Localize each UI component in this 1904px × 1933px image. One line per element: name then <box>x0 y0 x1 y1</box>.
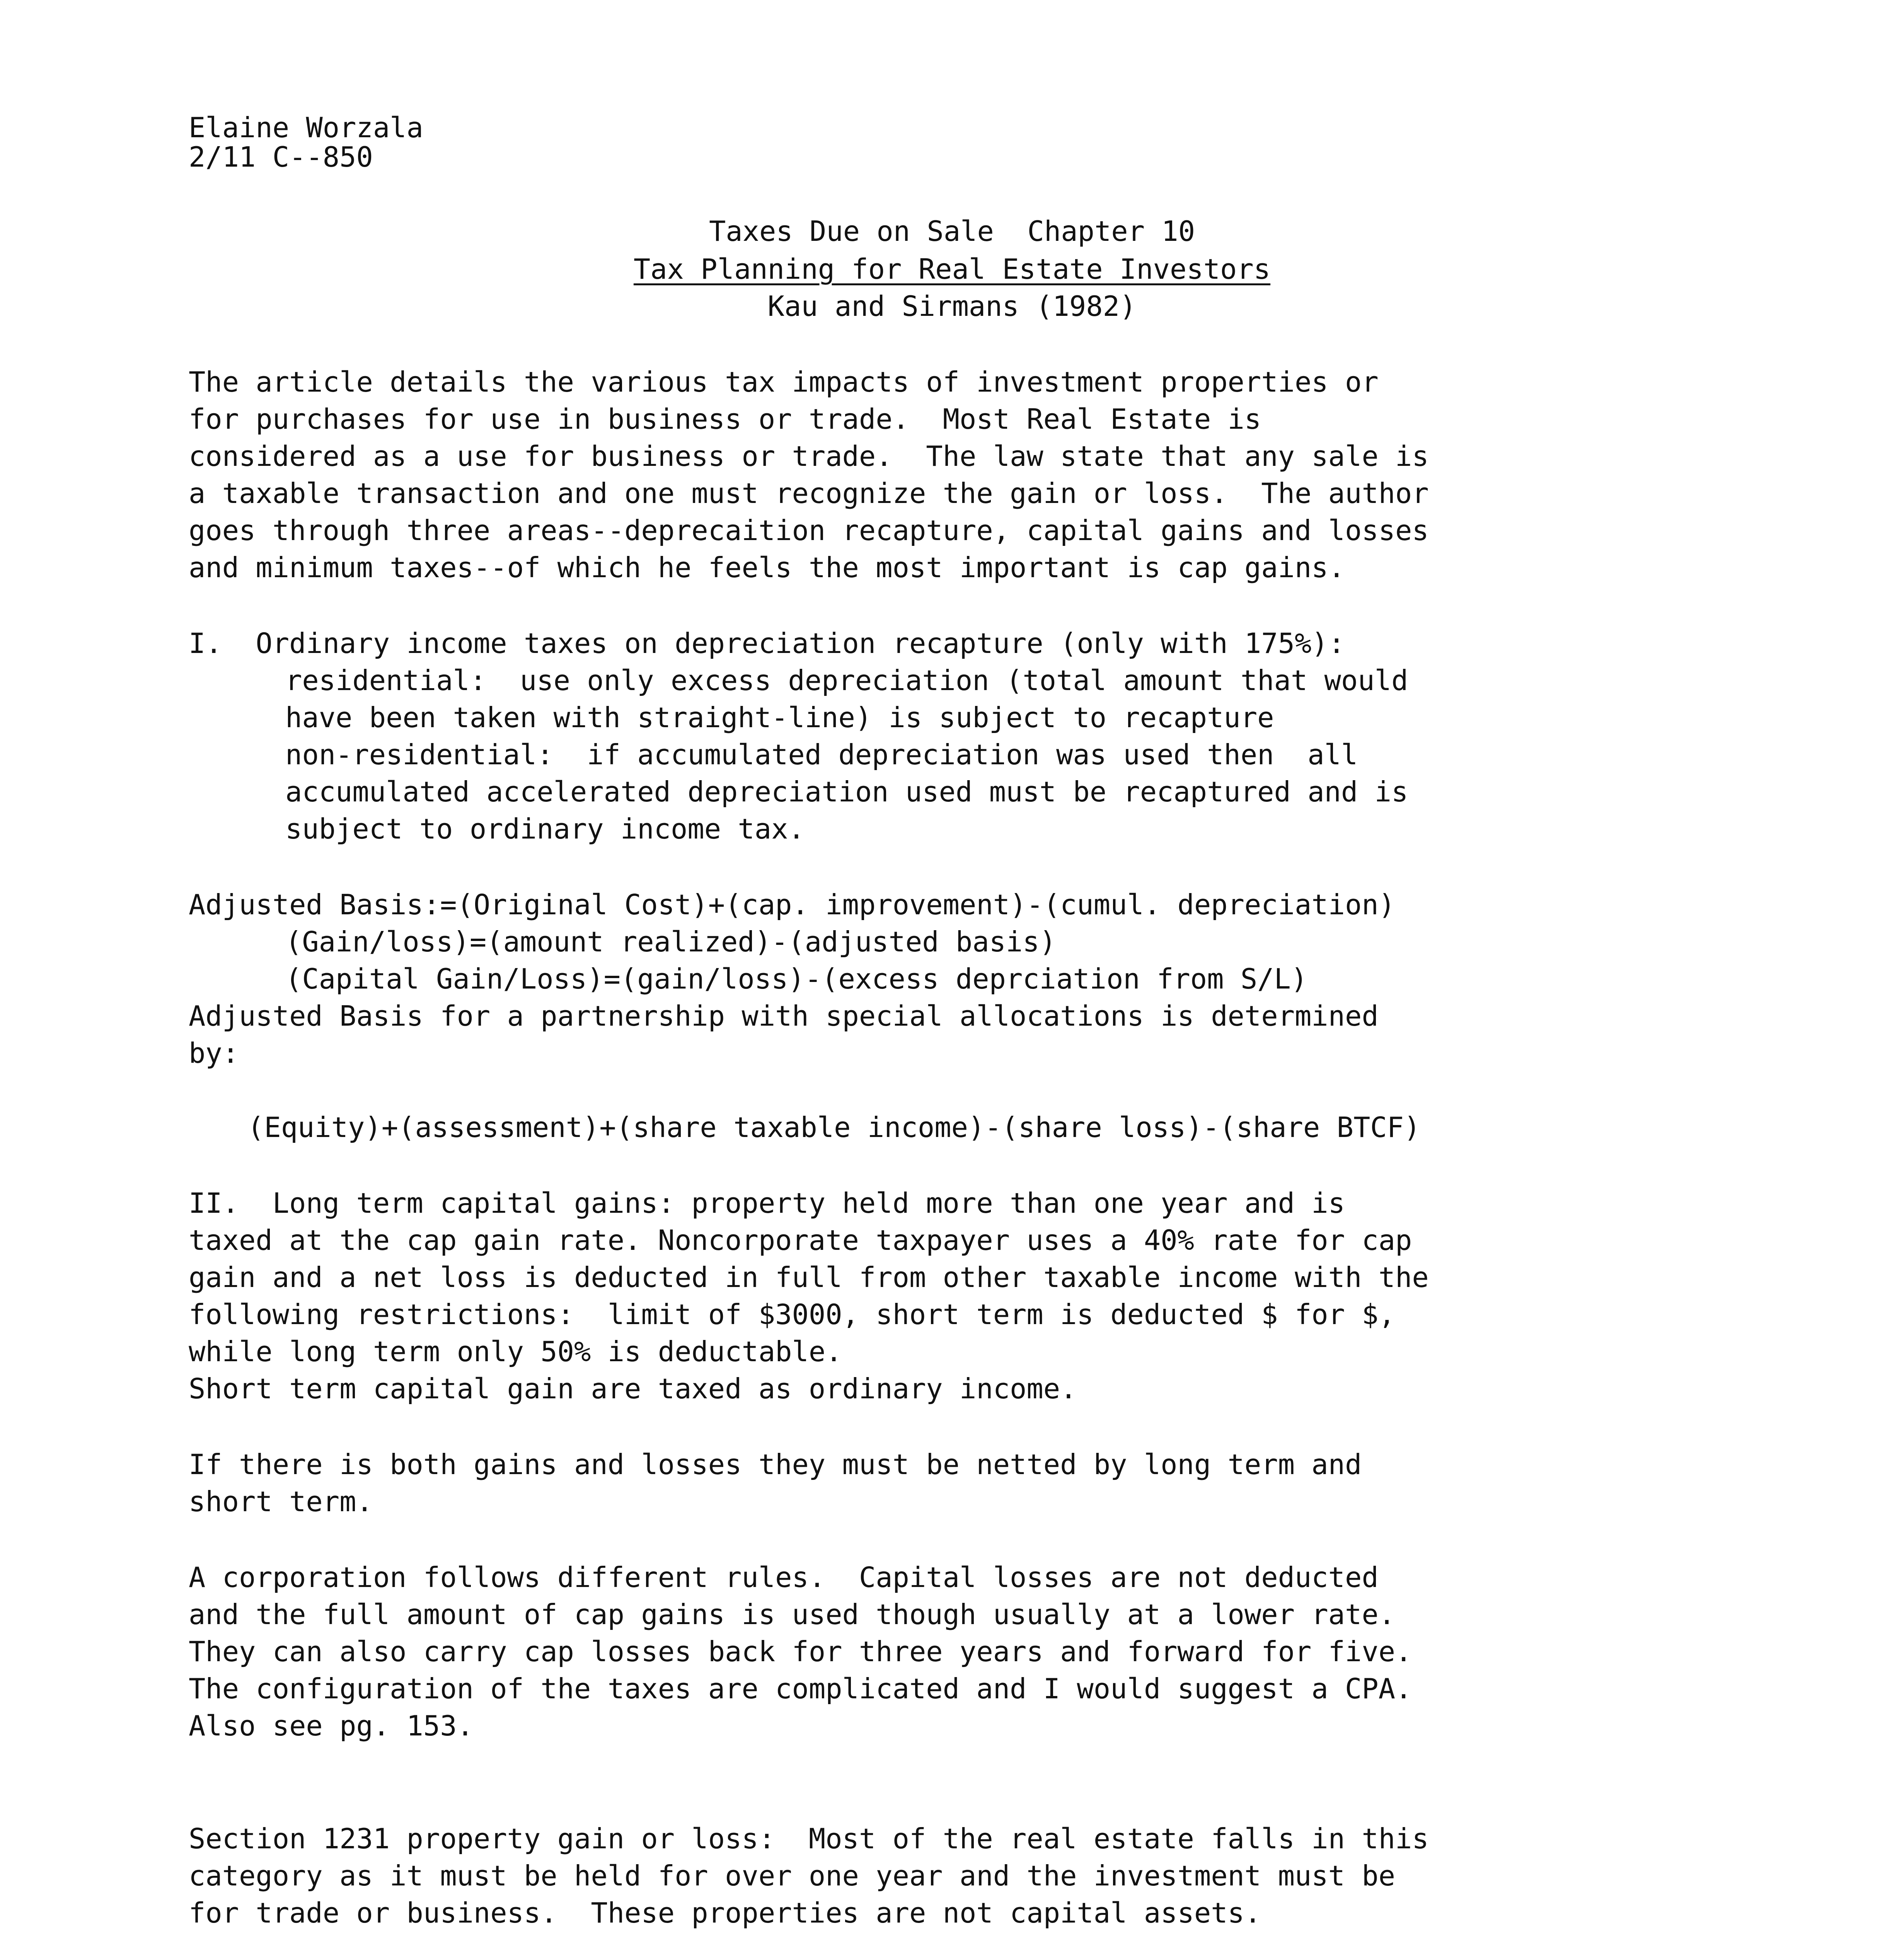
section-1-line: residential: use only excess depreciation (total amount that would <box>285 664 1408 697</box>
intro-line: and minimum taxes--of which he feels the most important is cap gains. <box>189 551 1345 584</box>
section-1-line: have been taken with straight-line) is subject to recapture <box>285 701 1274 734</box>
partnership-text: by: <box>189 1037 239 1069</box>
document-subtitle: Tax Planning for Real Estate Investors <box>633 253 1271 285</box>
intro-line: The article details the various tax impacts of investment properties or <box>189 366 1379 398</box>
section-2-line: II. Long term capital gains: property held more than one year and is <box>189 1187 1345 1219</box>
corporation-line: A corporation follows different rules. Capital losses are not deducted <box>189 1561 1379 1594</box>
section-1-line: accumulated accelerated depreciation used must be recaptured and is <box>285 776 1408 808</box>
section-1231-line <box>189 1931 909 1933</box>
section-1-line: non-residential: if accumulated depreciation was used then all <box>285 738 1358 771</box>
corporation-line: The configuration of the taxes are complicated and I would suggest a CPA. <box>189 1672 1412 1705</box>
section-1231-line: Section 1231 property gain or loss: Most of the real estate falls in this <box>189 1822 1429 1855</box>
partnership-formula: (Equity)+(assessment)+(share taxable income)-(share loss)-(share BTCF) <box>247 1111 1421 1144</box>
gain-loss-formula: (Gain/loss)=(amount realized)-(adjusted basis) <box>285 926 1056 958</box>
corporation-line: Also see pg. 153. <box>189 1710 474 1742</box>
document-citation: Kau and Sirmans (1982) <box>767 290 1137 322</box>
intro-line: considered as a use for business or trade. The law state that any sale is <box>189 440 1429 472</box>
section-1231-line: for trade or business. These properties are not capital assets. <box>189 1897 1261 1929</box>
capital-gain-loss-formula: (Capital Gain/Loss)=(gain/loss)-(excess deprciation from S/L) <box>285 963 1308 995</box>
adjusted-basis-formula: Adjusted Basis:=(Original Cost)+(cap. improvement)-(cumul. depreciation) <box>189 888 1396 921</box>
section-2-line: Short term capital gain are taxed as ordinary income. <box>189 1372 1077 1405</box>
section-2-line: while long term only 50% is deductable. <box>189 1335 842 1368</box>
section-2-line: following restrictions: limit of $3000, short term is deducted $ for $, <box>189 1298 1396 1331</box>
corporation-line: and the full amount of cap gains is used though usually at a lower rate. <box>189 1598 1396 1631</box>
document-subtitle-wrap <box>0 251 1904 288</box>
document-title: Taxes Due on Sale Chapter 10 <box>709 215 1195 247</box>
netting-line: If there is both gains and losses they must be netted by long term and <box>189 1448 1362 1481</box>
corporation-line: They can also carry cap losses back for three years and forward for five. <box>189 1635 1412 1668</box>
section-1-line: subject to ordinary income tax. <box>285 813 805 845</box>
intro-line: goes through three areas--deprecaition recapture, capital gains and losses <box>189 514 1429 547</box>
author-name: Elaine Worzala <box>189 111 423 144</box>
intro-line: a taxable transaction and one must recognize the gain or loss. The author <box>189 477 1429 510</box>
course-code: 2/11 C--850 <box>189 141 373 173</box>
intro-line: for purchases for use in business or trade. Most Real Estate is <box>189 403 1261 435</box>
partnership-text: Adjusted Basis for a partnership with special allocations is determined <box>189 1000 1379 1032</box>
section-2-line: gain and a net loss is deducted in full from other taxable income with the <box>189 1261 1429 1294</box>
section-2-line: taxed at the cap gain rate. Noncorporate taxpayer uses a 40% rate for cap <box>189 1224 1412 1256</box>
section-1-heading: I. Ordinary income taxes on depreciation recapture (only with 175%): <box>189 627 1345 660</box>
section-1231-line: category as it must be held for over one year and the investment must be <box>189 1860 1396 1892</box>
netting-line: short term. <box>189 1485 373 1518</box>
